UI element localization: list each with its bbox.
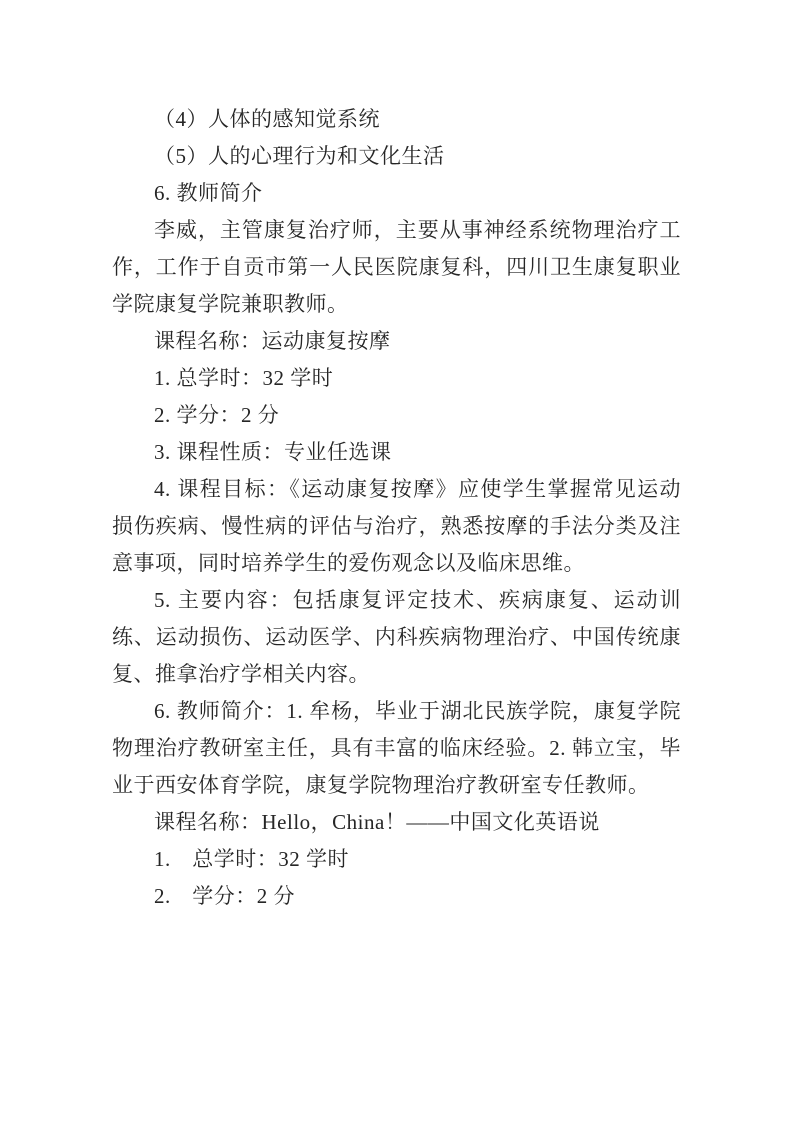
course3-credits: 2. 学分：2 分 [154,884,295,908]
course3-total-hours: 1. 总学时：32 学时 [154,847,349,871]
outline-item-5: （5）人的心理行为和文化生活 [154,144,445,168]
course2-main-content-paragraph: 5. 主要内容：包括康复评定技术、疾病康复、运动训练、运动损伤、运动医学、内科疾病物理治疗、中国传统康复、推拿治疗学相关内容。 [112,588,681,686]
teacher-intro-paragraph: 李威，主管康复治疗师，主要从事神经系统物理治疗工作，工作于自贡市第一人民医院康复科，四川卫生康复职业学院康复学院兼职教师。 [112,218,681,316]
course2-total-hours: 1. 总学时：32 学时 [154,366,334,390]
outline-item-4: （4）人体的感知觉系统 [154,107,380,131]
teacher-heading: 6. 教师简介 [154,181,263,205]
course2-objectives-paragraph: 4. 课程目标：《运动康复按摩》应使学生掌握常见运动损伤疾病、慢性病的评估与治疗，熟悉按摩的手法分类及注意事项，同时培养学生的爱伤观念以及临床思维。 [112,477,681,575]
course2-course-type: 3. 课程性质：专业任选课 [154,440,392,464]
course3-name-line: 课程名称：Hello，China！——中国文化英语说 [154,810,600,834]
course2-credits: 2. 学分：2 分 [154,403,280,427]
document-content [112,101,681,915]
course2-name-line: 课程名称：运动康复按摩 [154,329,391,353]
course2-teacher-intro-paragraph: 6. 教师简介：1. 牟杨，毕业于湖北民族学院，康复学院物理治疗教研室主任，具有丰富的临床经验。2. 韩立宝，毕业于西安体育学院，康复学院物理治疗教研室专任教师。 [112,699,681,797]
